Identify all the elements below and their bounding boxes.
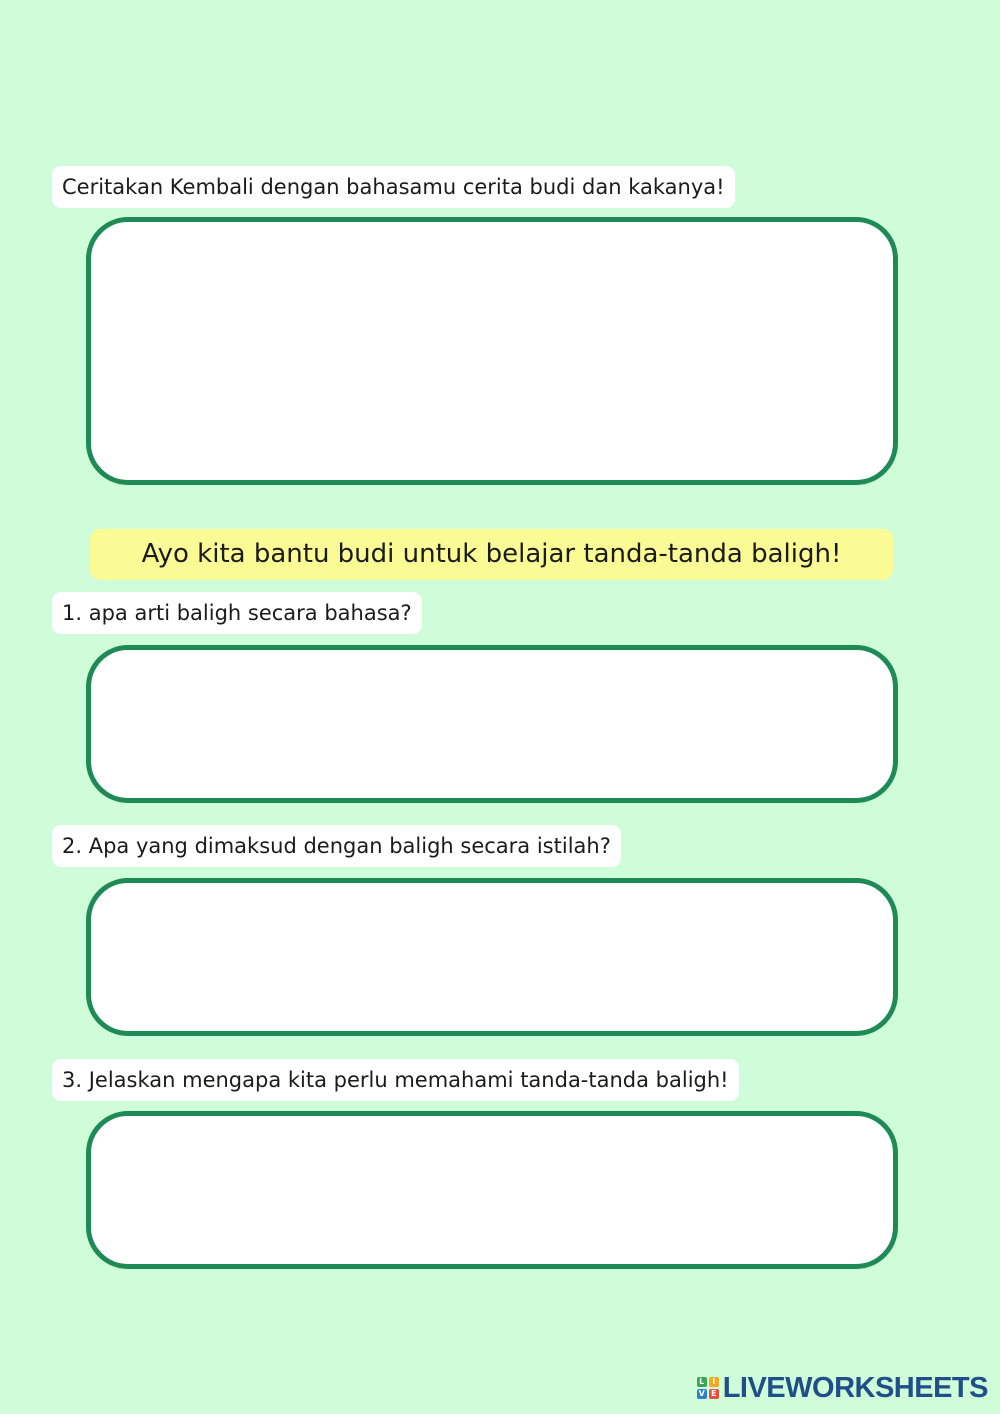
logo-tile: V [698,1389,705,1398]
retell-answer-box[interactable] [86,217,898,485]
question-1-answer-box[interactable] [86,645,898,803]
section-heading: Ayo kita bantu budi untuk belajar tanda-tanda baligh! [90,529,893,580]
question-1-label: 1. apa arti baligh secara bahasa? [52,592,422,634]
logo-tile: L [697,1377,707,1387]
question-2-answer-box[interactable] [86,878,898,1036]
logo-tile: E [709,1389,719,1399]
retell-prompt-label: Ceritakan Kembali dengan bahasamu cerita budi dan kakanya! [52,166,735,208]
liveworksheets-logo-text: LIVEWORKSHEETS [722,1371,988,1404]
liveworksheets-logo-icon [697,1377,719,1399]
question-2-label: 2. Apa yang dimaksud dengan baligh secara istilah? [52,825,621,867]
liveworksheets-logo [697,1370,988,1406]
logo-tile: I [709,1377,719,1387]
question-3-answer-box[interactable] [86,1111,898,1269]
question-3-label: 3. Jelaskan mengapa kita perlu memahami tanda-tanda baligh! [52,1059,739,1101]
